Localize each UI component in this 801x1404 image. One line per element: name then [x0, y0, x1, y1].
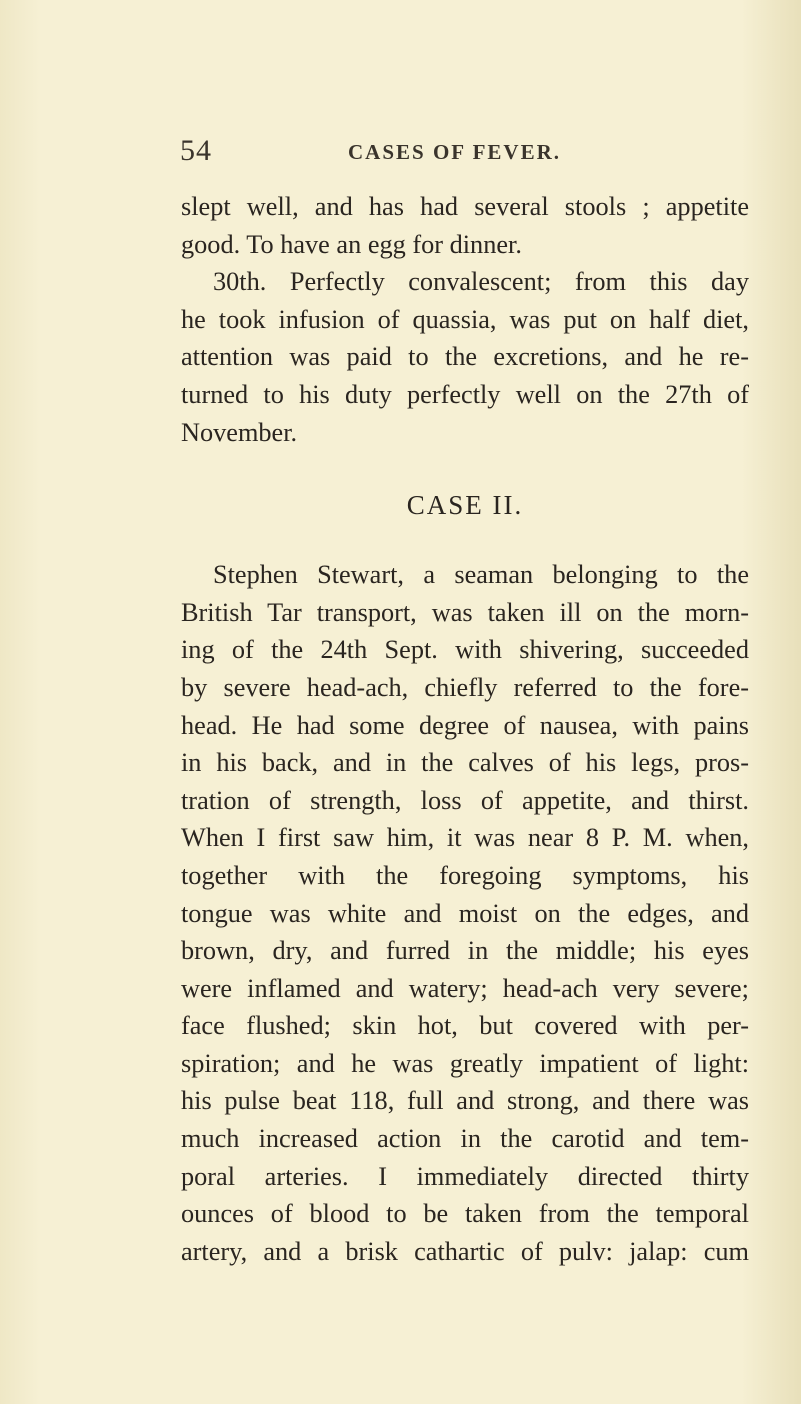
text-line: British Tar transport, was taken ill on the morn-	[181, 597, 749, 627]
text-line: by severe head-ach, chiefly referred to the fore-	[181, 672, 749, 702]
text-line: spiration; and he was greatly impatient of light:	[181, 1048, 749, 1078]
running-title: CASES OF FEVER.	[348, 140, 562, 164]
text-line: were inflamed and watery; head-ach very severe;	[181, 973, 749, 1003]
page-header	[180, 134, 740, 174]
text-line: 30th. Perfectly convalescent; from this day	[213, 267, 749, 297]
text-line: he took infusion of quassia, was put on half diet,	[181, 304, 749, 334]
case-heading: CASE II.	[406, 490, 524, 521]
text-line: turned to his duty perfectly well on the 27th of	[181, 379, 749, 409]
text-line: ing of the 24th Sept. with shivering, succeeded	[181, 635, 749, 665]
text-line: ounces of blood to be taken from the temporal	[181, 1199, 749, 1229]
text-line: poral arteries. I immediately directed thirty	[181, 1161, 749, 1191]
text-line: When I first saw him, it was near 8 P. M. when,	[181, 823, 749, 853]
text-line: attention was paid to the excretions, and he re-	[181, 342, 749, 372]
text-line: good. To have an egg for dinner.	[181, 229, 522, 259]
text-line: slept well, and has had several stools ; appetite	[181, 192, 749, 221]
text-line: Stephen Stewart, a seaman belonging to the	[213, 560, 749, 590]
text-line: artery, and a brisk cathartic of pulv: jalap: cum	[181, 1236, 749, 1266]
text-line: his pulse beat 118, full and strong, and there was	[181, 1086, 749, 1116]
text-line: together with the foregoing symptoms, his	[181, 860, 749, 890]
text-line: head. He had some degree of nausea, with pains	[181, 710, 749, 740]
text-line: brown, dry, and furred in the middle; his eyes	[181, 936, 749, 966]
text-line: tration of strength, loss of appetite, and thirst.	[181, 785, 749, 815]
page-number: 54	[180, 134, 212, 167]
text-line: tongue was white and moist on the edges, and	[181, 898, 749, 928]
text-line: in his back, and in the calves of his legs, pros-	[181, 748, 749, 778]
text-line: November.	[181, 417, 298, 447]
text-line: face flushed; skin hot, but covered with per-	[181, 1011, 749, 1041]
text-line: much increased action in the carotid and tem-	[181, 1124, 749, 1154]
body-text	[181, 188, 749, 1270]
